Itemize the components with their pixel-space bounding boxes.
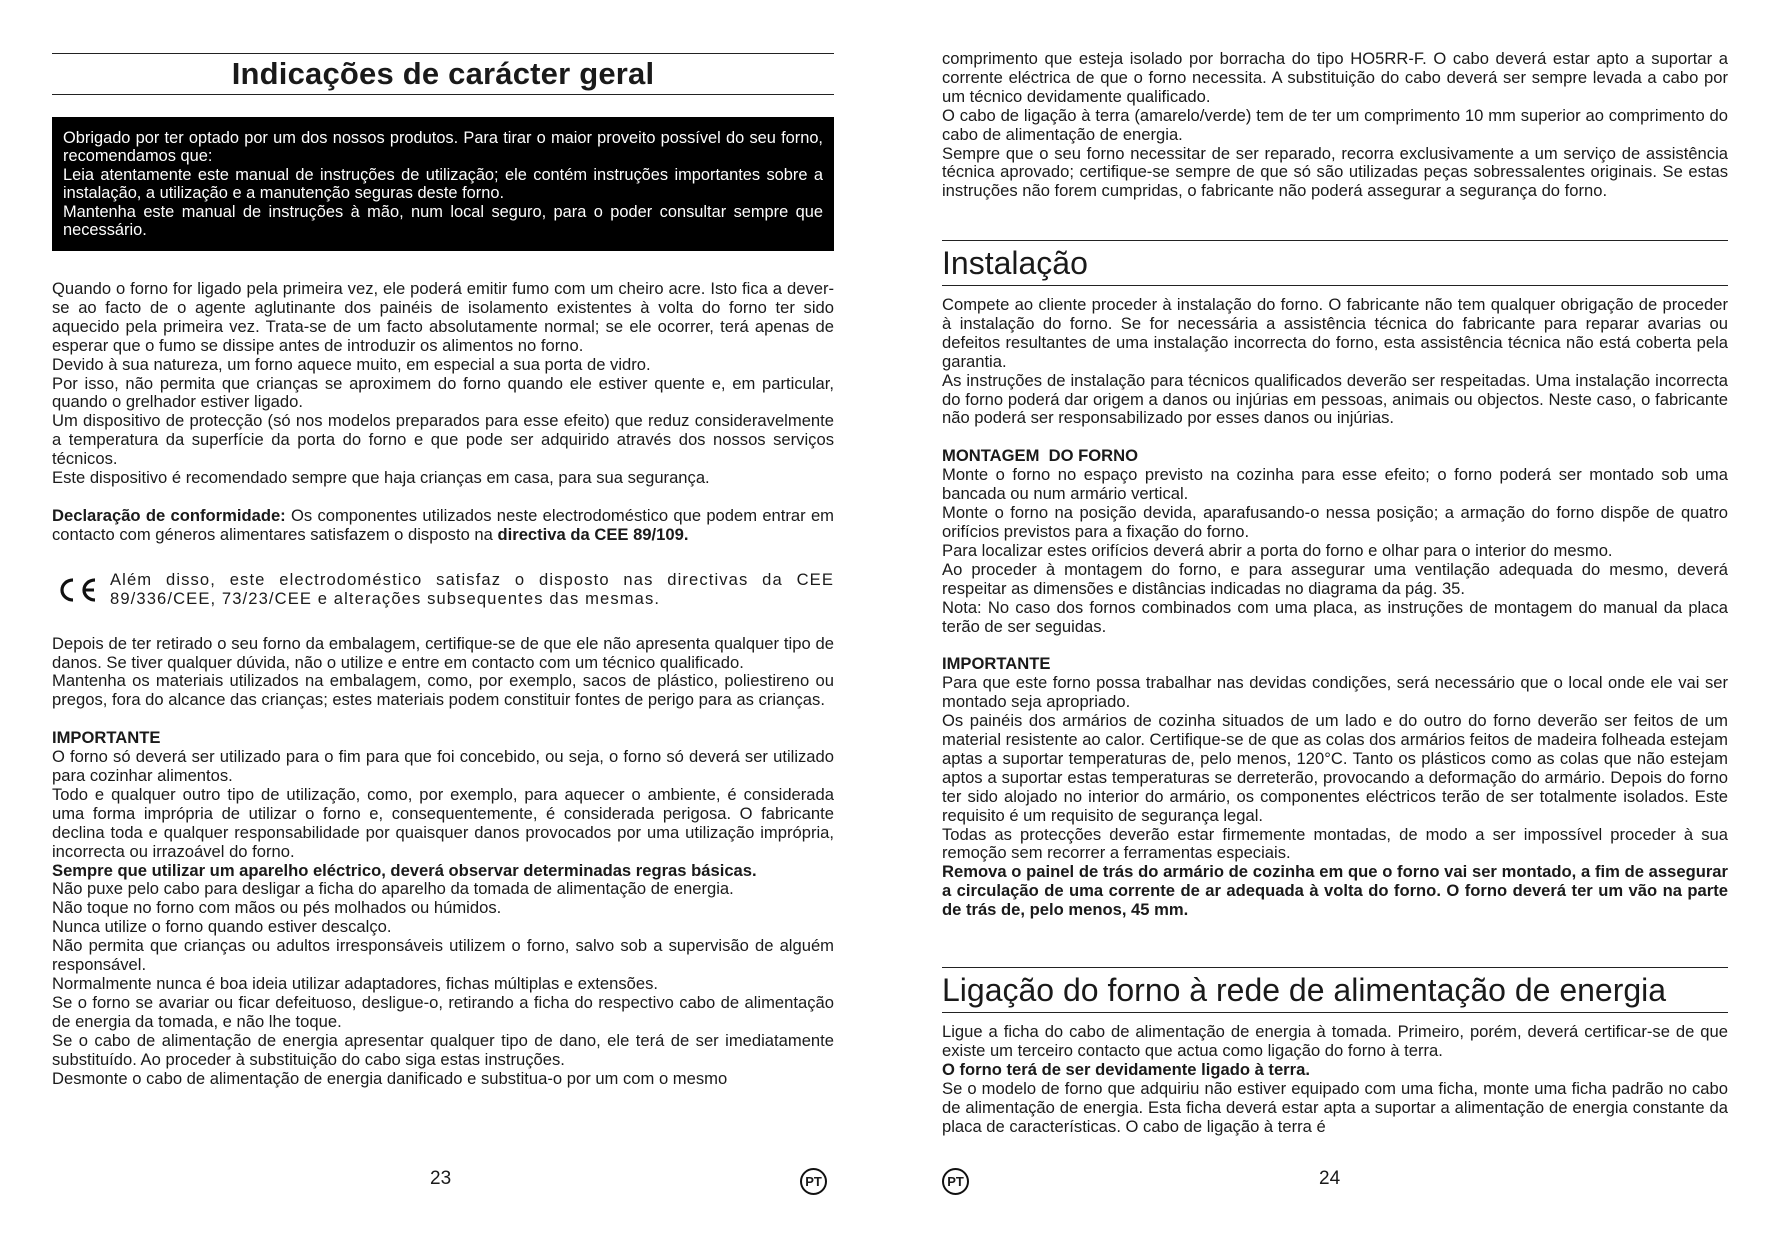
- paragraph: Não toque no forno com mãos ou pés molhados ou húmidos.: [52, 898, 502, 918]
- conformity-label: Declaração de conformidade:: [52, 505, 286, 525]
- conformity-text: Os componentes utilizados neste electrodoméstico que podem entrar em contacto com géneros alimentares satisfazem o disposto na: [52, 505, 835, 544]
- ce-text: Além disso, este electrodoméstico satisfaz o disposto nas directivas da CEE 89/336/CEE, 73/23/CEE e alterações subsequentes das mesmas.: [110, 569, 834, 608]
- paragraph: Se o cabo de alimentação de energia apresentar qualquer tipo de dano, ele terá de ser imediatamente substituído. Ao proceder à substituição do cabo siga estas instruções.: [52, 1030, 834, 1069]
- ce-mark-icon: [54, 574, 102, 606]
- paragraph: Normalmente nunca é boa ideia utilizar adaptadores, fichas múltiplas e extensões.: [52, 974, 659, 993]
- ce-declaration: [52, 571, 834, 609]
- left-page: [52, 0, 834, 1240]
- bold-note: Remova o painel de trás do armário de cozinha em que o forno vai ser montado, a fim de assegurar a circulação de uma corrente de ar adequada à volta do forno. O forno deverá ter um vão na parte de trás de, pelo menos, 45 mm.: [942, 862, 1728, 920]
- paragraph: Por isso, não permita que crianças se aproximem do forno quando ele estiver quente e, em particular, quando o grelhador estiver ligado.: [52, 373, 834, 412]
- paragraph: Quando o forno for ligado pela primeira vez, ele poderá emitir fumo com um cheiro acre. Isto fica a dever-se ao facto de o agente aglutinante dos painéis de isolamento existentes à volta do forno ter sido aquecido pela primeira vez. Trata-se de um facto absolutamente normal; se ele ocorrer, terá apenas de esperar que o fumo se dissipe antes de introduzir os alimentos no forno.: [52, 279, 834, 355]
- paragraph: Compete ao cliente proceder à instalação do forno. O fabricante não tem qualquer obrigação de proceder à instalação do forno. Se for necessária a assistência técnica do fabricante para reparar avarias ou defeitos resultantes de uma instalação incorrecta do forno, esta assistência técnica não está coberta pela garantia.: [942, 295, 1728, 371]
- important-heading: IMPORTANTE: [52, 728, 161, 748]
- paragraph: Nunca utilize o forno quando estiver descalço.: [52, 917, 392, 937]
- mounting-heading: MONTAGEM DO FORNO: [942, 446, 1139, 466]
- electric-rules: Sempre que utilizar um aparelho eléctrico, deverá observar determinadas regras básicas.: [52, 860, 757, 880]
- page-number: 24: [1319, 1168, 1341, 1189]
- left-body: [52, 280, 834, 1088]
- paragraph: Devido à sua natureza, um forno aquece muito, em especial a sua porta de vidro.: [52, 354, 651, 374]
- installation-heading: [942, 240, 1728, 286]
- paragraph: Todas as protecções deverão estar firmemente montadas, de modo a ser impossível proceder à sua remoção sem recorrer a ferramentas especiais.: [942, 824, 1728, 863]
- paragraph: O forno só deverá ser utilizado para o fim para que foi concebido, ou seja, o forno só deverá ser utilizado para cozinhar alimentos.: [52, 747, 834, 786]
- paragraph: Nota: No caso dos fornos combinados com uma placa, as instruções de montagem do manual da placa terão de ser seguidas.: [942, 597, 1728, 636]
- paragraph: Se o forno se avariar ou ficar defeituoso, desligue-o, retirando a ficha do respectivo cabo de alimentação de energia da tomada, e não lhe toque.: [52, 992, 834, 1031]
- intro-paragraph: Obrigado por ter optado por um dos nossos produtos. Para tirar o maior proveito possível do seu forno, recomendamos que:: [63, 129, 823, 166]
- paragraph: Mantenha os materiais utilizados na embalagem, como, por exemplo, sacos de plástico, poliestireno ou pregos, fora do alcance das crianças; estes materiais podem constituir fontes de perigo para as crianças.: [52, 671, 834, 710]
- section-title: Instalação: [942, 244, 1088, 281]
- paragraph: Monte o forno no espaço previsto na cozinha para esse efeito; o forno poderá ser montado sob uma bancada ou num armário vertical.: [942, 465, 1728, 504]
- language-badge: PT: [942, 1168, 969, 1195]
- intro-box: [52, 117, 834, 251]
- paragraph: comprimento que esteja isolado por borracha do tipo HO5RR-F. O cabo deverá estar apto a suportar a corrente eléctrica de que o forno necessita. A substituição do cabo deverá ser sempre levada a cabo por um técnico devidamente qualificado.: [942, 49, 1728, 106]
- paragraph: As instruções de instalação para técnicos qualificados deverão ser respeitadas. Uma instalação incorrecta do forno poderá dar origem a danos ou injúrias em pessoas, animais ou objectos. Neste caso, o fabricante não poderá ser responsabilizado por esses danos ou injúrias.: [942, 370, 1728, 428]
- conformity-directive: directiva da CEE 89/109.: [497, 524, 689, 544]
- intro-paragraph: Leia atentamente este manual de instruções de utilização; ele contém instruções importantes sobre a instalação, a utilização e a manutenção seguras deste forno.: [63, 165, 823, 203]
- paragraph: Para localizar estes orifícios deverá abrir a porta do forno e olhar para o interior do mesmo.: [942, 540, 1613, 560]
- paragraph: Um dispositivo de protecção (só nos modelos preparados para esse efeito) que reduz consideravelmente a temperatura da superfície da porta do forno e que pode ser adquirido através dos nossos serviços técnicos.: [52, 411, 834, 469]
- paragraph: Para que este forno possa trabalhar nas devidas condições, será necessário que o local onde ele vai ser montado seja apropriado.: [942, 673, 1728, 712]
- grounding-note: O forno terá de ser devidamente ligado à terra.: [942, 1059, 1310, 1079]
- paragraph: Não permita que crianças ou adultos irresponsáveis utilizem o forno, salvo sob a supervisão de alguém responsável.: [52, 936, 834, 975]
- important-heading: IMPORTANTE: [942, 654, 1051, 674]
- power-body: [942, 1023, 1728, 1136]
- paragraph: Os painéis dos armários de cozinha situados de um lado e do outro do forno deverão ser feitos de um material resistente ao calor. Certifique-se de que as colas dos armários feitos de madeira folheada estejam aptas a suportar temperaturas de, pelo menos, 120°C. Tanto os plásticos como as colas que não estejam aptos a suportar estas temperaturas se derreterão, provocando a deformação do armário. Depois do forno ter sido alojado no interior do armário, os componentes eléctricos terão de ser totalmente isolados. Este requisito é um requisito de segurança legal.: [942, 711, 1728, 825]
- right-page: [942, 0, 1728, 1240]
- page-number: 23: [430, 1168, 452, 1189]
- paragraph: Se o modelo de forno que adquiriu não estiver equipado com uma ficha, monte uma ficha padrão no cabo de alimentação de energia. Esta ficha deverá estar apta a suportar a alimentação de energia constante da placa de características. O cabo de ligação à terra é: [942, 1078, 1728, 1136]
- intro-paragraph: Mantenha este manual de instruções à mão, num local seguro, para o poder consultar sempre que necessário.: [63, 202, 823, 240]
- paragraph: Todo e qualquer outro tipo de utilização, como, por exemplo, para aquecer o ambiente, é considerada uma forma imprópria de utilizar o forno e, consequentemente, é considerada perigosa. O fabricante declina toda e qualquer responsabilidade por quaisquer danos provocados por uma utilização imprópria, incorrecta ou irrazoável do forno.: [52, 784, 834, 861]
- paragraph: Ligue a ficha do cabo de alimentação de energia à tomada. Primeiro, porém, deverá certificar-se de que existe um terceiro contacto que actua como ligação do forno à terra.: [942, 1022, 1728, 1060]
- paragraph: Desmonte o cabo de alimentação de energia danificado e substitua-o por um com o mesmo: [52, 1068, 728, 1088]
- paragraph: Ao proceder à montagem do forno, e para assegurar uma ventilação adequada do mesmo, deverá respeitar as dimensões e distâncias indicadas no diagrama da pág. 35.: [942, 559, 1728, 598]
- paragraph: Monte o forno na posição devida, aparafusando-o nessa posição; a armação do forno dispõe de quatro orifícios previstos para a fixação do forno.: [942, 503, 1728, 541]
- paragraph: O cabo de ligação à terra (amarelo/verde) tem de ter um comprimento 10 mm superior ao comprimento do cabo de alimentação de energia.: [942, 105, 1728, 144]
- installation-body: [942, 296, 1728, 920]
- paragraph: Depois de ter retirado o seu forno da embalagem, certifique-se de que ele não apresenta qualquer tipo de danos. Se tiver qualquer dúvida, não o utilize e entre em contacto com um técnico qualificado.: [52, 633, 834, 672]
- page-title: Indicações de carácter geral: [231, 56, 655, 91]
- paragraph: Não puxe pelo cabo para desligar a ficha do aparelho da tomada de alimentação de energia.: [52, 879, 734, 899]
- continuation-block: [942, 50, 1728, 201]
- title-bar: [52, 53, 834, 95]
- section-title: Ligação do forno à rede de alimentação de energia: [942, 971, 1667, 1008]
- power-heading: [942, 967, 1728, 1013]
- conformity-declaration: [52, 507, 834, 545]
- paragraph: Este dispositivo é recomendado sempre que haja crianças em casa, para sua segurança.: [52, 468, 710, 488]
- paragraph: Sempre que o seu forno necessitar de ser reparado, recorra exclusivamente a um serviço de assistência técnica aprovado; certifique-se sempre de que só são utilizadas peças sobressalentes originais. Se estas instruções não forem cumpridas, o fabricante não poderá assegurar a segurança do forno.: [942, 143, 1728, 201]
- language-badge: PT: [800, 1168, 827, 1195]
